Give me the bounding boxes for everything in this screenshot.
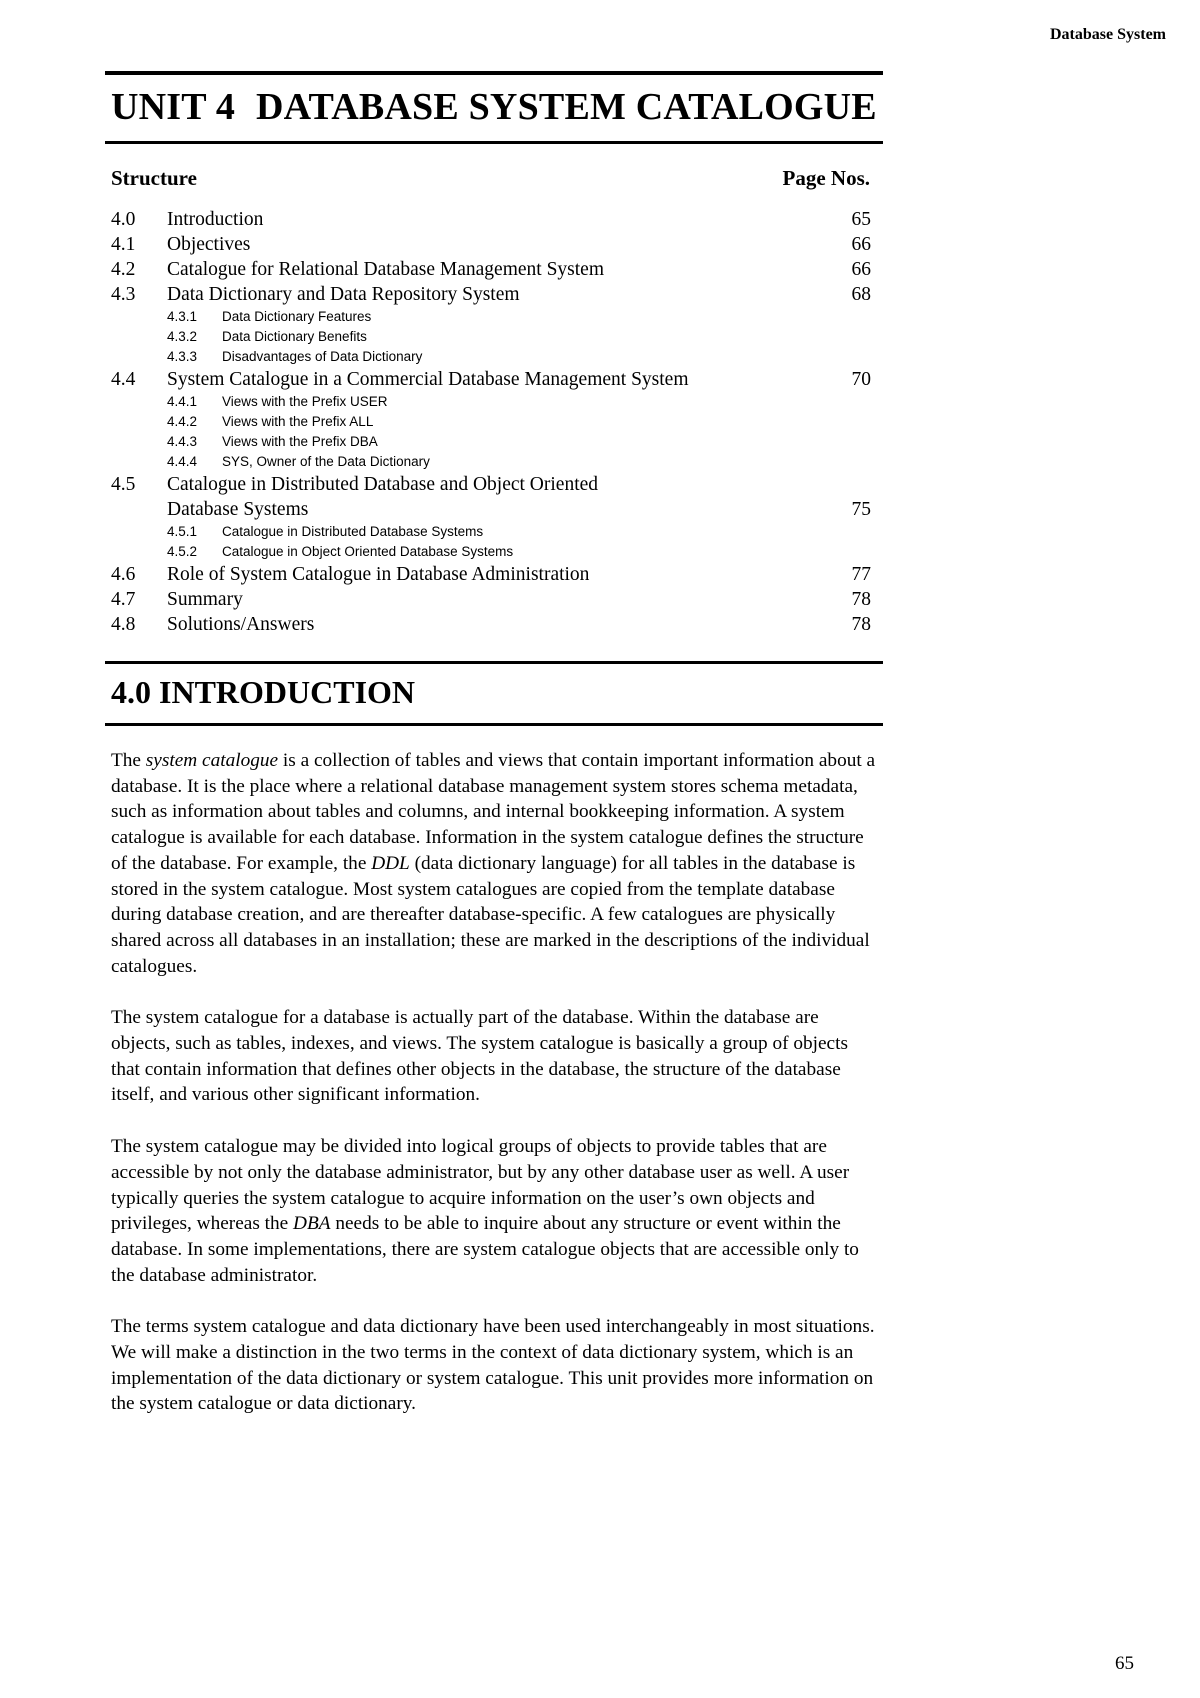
toc-entry-page: 78: [851, 614, 871, 635]
introduction-body: [111, 748, 881, 1417]
toc-entry-page: 65: [851, 209, 871, 230]
toc-entry-number: 4.1: [111, 234, 136, 255]
toc-entry: [111, 207, 871, 232]
toc-entry-number: 4.3: [111, 284, 136, 305]
toc-subentry: [111, 542, 871, 562]
toc-entry-title: Role of System Catalogue in Database Administration: [167, 564, 590, 585]
toc-subentry: [111, 522, 871, 542]
toc-subentry-title: SYS, Owner of the Data Dictionary: [222, 454, 430, 469]
toc-entry-page: 68: [851, 284, 871, 305]
italic-term: DDL: [371, 852, 410, 874]
toc-entry-page: 78: [851, 589, 871, 610]
running-header: Database System: [1050, 26, 1166, 43]
paragraph-2: The system catalogue for a database is actually part of the database. Within the database are objects, such as tables, indexes, and views. The system catalogue is basically a group of objects that contain information that defines other objects in the database, the structure of the database itself, and various other significant information.: [111, 1007, 848, 1106]
toc-entry: [111, 282, 871, 307]
section-heading: 4.0 INTRODUCTION: [111, 674, 416, 710]
toc-subentry-title: Views with the Prefix DBA: [222, 434, 378, 449]
toc-subentry-number: 4.4.4: [167, 454, 198, 469]
toc-entry-number: 4.8: [111, 614, 136, 635]
toc-subentry-number: 4.4.2: [167, 414, 198, 429]
toc-entry-number: 4.2: [111, 259, 136, 280]
toc-entry-number: 4.0: [111, 209, 136, 230]
toc-subentry-number: 4.5.2: [167, 544, 198, 559]
toc-subentry: [111, 452, 871, 472]
toc-entry-continuation: [111, 497, 871, 522]
unit-name: DATABASE SYSTEM CATALOGUE: [256, 86, 877, 128]
text-run: (data dictionary language) for all tables in the database is stored in the system catalogue. Most system catalogues are copied from the template database during database creation, and are thereafter database-specific. A few catalogues are physically shared across all databases in an installation; these are marked in the descriptions of the individual catalogues.: [111, 852, 870, 977]
toc-entry: [111, 562, 871, 587]
section-top-rule: [105, 661, 883, 664]
toc-entry-title: Catalogue in Distributed Database and Object Oriented: [167, 474, 599, 495]
toc-entry-number: 4.5: [111, 474, 136, 495]
paragraph-1: [111, 748, 881, 979]
toc-entry-page: 70: [851, 369, 871, 390]
unit-title: [111, 85, 883, 129]
toc-subentry-number: 4.4.1: [167, 394, 198, 409]
unit-number: UNIT 4: [111, 86, 236, 128]
toc-entry-title: Data Dictionary and Data Repository System: [167, 284, 520, 305]
toc-subentry-title: Catalogue in Object Oriented Database Systems: [222, 544, 514, 559]
toc-entry-title: Catalogue for Relational Database Management System: [167, 259, 604, 280]
toc-entry-title: Introduction: [167, 209, 264, 230]
toc-subentry-number: 4.4.3: [167, 434, 198, 449]
toc-subentry: [111, 432, 871, 452]
text-run: needs to be able to inquire about any structure or event within the database. In some implementations, there are system catalogue objects that are accessible only to the database administrator.: [111, 1213, 859, 1286]
paragraph-4: The terms system catalogue and data dictionary have been used interchangeably in most situations. We will make a distinction in the two terms in the context of data dictionary system, which is an implementation of the data dictionary or system catalogue. This unit provides more information on the system catalogue or data dictionary.: [111, 1316, 875, 1415]
toc-subentry-number: 4.3.2: [167, 329, 198, 344]
toc-entry: [111, 587, 871, 612]
toc-entry-title: Solutions/Answers: [167, 614, 315, 635]
paragraph-3: [111, 1134, 881, 1288]
toc-subentry-number: 4.5.1: [167, 524, 198, 539]
section-bottom-rule: [105, 723, 883, 726]
toc-entry-title: Objectives: [167, 234, 251, 255]
toc-entry-title: Summary: [167, 589, 243, 610]
page-number: 65: [1115, 1653, 1134, 1674]
toc-entry-page: 66: [851, 234, 871, 255]
unit-title-rule: [105, 141, 883, 144]
toc-entry-page: 66: [851, 259, 871, 280]
toc-subentry: [111, 327, 871, 347]
toc-subentry-title: Views with the Prefix ALL: [222, 414, 374, 429]
toc-entry-title: System Catalogue in a Commercial Database Management System: [167, 369, 689, 390]
page-content: [105, 71, 883, 1443]
toc-entry-page: 75: [851, 499, 871, 520]
page-nos-heading: Page Nos.: [782, 166, 870, 190]
toc-entry-number: 4.7: [111, 589, 136, 610]
top-rule: [105, 71, 883, 75]
toc-entry-page: [841, 472, 871, 497]
italic-term: system catalogue: [145, 750, 279, 771]
toc-entry-number: 4.4: [111, 369, 136, 390]
table-of-contents: [111, 207, 871, 637]
toc-subentry: [111, 347, 871, 367]
text-run: The system catalogue may be divided into logical groups of objects to provide tables that are accessible by not only the database administrator, but by any other database user as well. A user typically queries the system catalogue to acquire information on the user’s own objects and privileges, whereas the: [111, 1136, 850, 1235]
toc-subentry: [111, 412, 871, 432]
toc-entry: [111, 232, 871, 257]
toc-entry-page: 77: [851, 564, 871, 585]
toc-subentry: [111, 392, 871, 412]
toc-entry-title-continued: Database Systems: [167, 499, 309, 520]
toc-subentry-title: Disadvantages of Data Dictionary: [222, 349, 423, 364]
toc-entry: [111, 472, 871, 497]
toc-entry: [111, 612, 871, 637]
toc-subentry-title: Data Dictionary Features: [222, 309, 372, 324]
toc-entry: [111, 367, 871, 392]
structure-header: [111, 166, 870, 191]
toc-subentry-title: Catalogue in Distributed Database Systems: [222, 524, 484, 539]
toc-subentry-title: Data Dictionary Benefits: [222, 329, 367, 344]
structure-heading: Structure: [111, 166, 197, 190]
toc-entry-number: 4.6: [111, 564, 136, 585]
toc-subentry: [111, 307, 871, 327]
text-run: The: [111, 750, 146, 771]
italic-term: DBA: [293, 1213, 331, 1235]
toc-subentry-number: 4.3.1: [167, 309, 198, 324]
toc-subentry-title: Views with the Prefix USER: [222, 394, 388, 409]
text-run: is a collection of tables and views that contain important information about a database. It is the place where a relational database management system stores schema metadata, such as information about tables and columns, and internal bookkeeping information. A system catalogue is available for each database. Information in the system catalogue defines the structure of the database. For example, the: [111, 750, 876, 874]
toc-subentry-number: 4.3.3: [167, 349, 198, 364]
toc-entry: [111, 257, 871, 282]
